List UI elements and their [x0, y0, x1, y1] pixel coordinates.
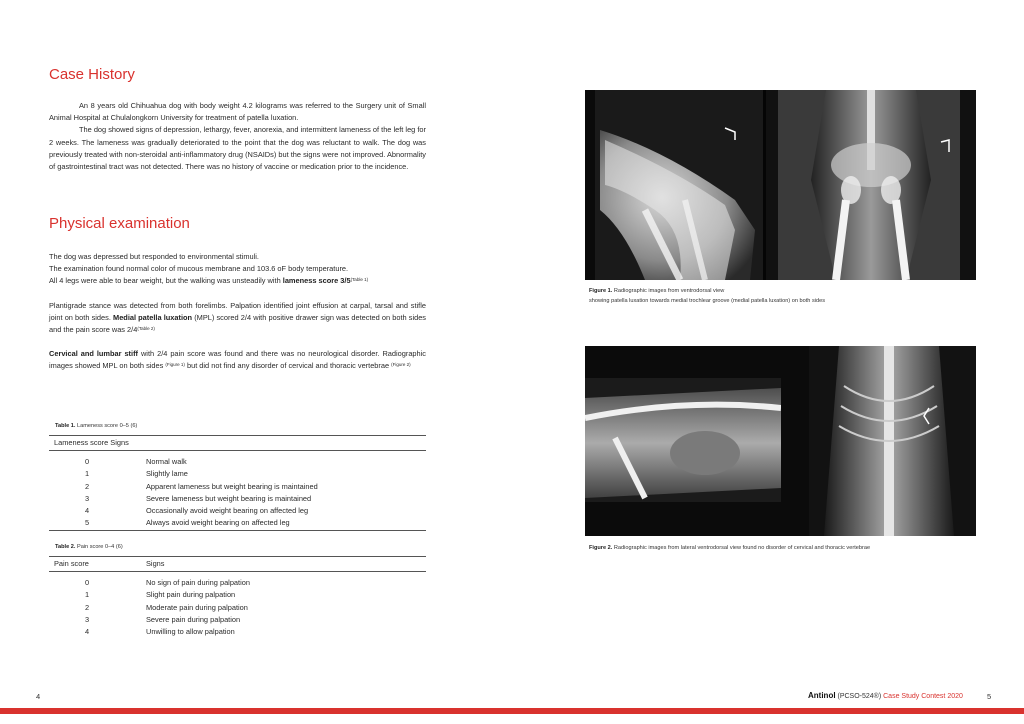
- pain-table: [49, 556, 426, 638]
- table-row: [49, 481, 426, 493]
- score-cell: 0: [85, 457, 90, 466]
- score-cell: 3: [85, 493, 90, 503]
- table-header: Pain score Signs: [49, 556, 426, 572]
- figure1-radiograph: [585, 90, 976, 280]
- sign-cell: Severe lameness but weight bearing is maintained: [146, 493, 312, 503]
- sign-cell: Always avoid weight bearing on affected leg: [146, 518, 290, 528]
- lateral-xray-panel: [585, 90, 763, 280]
- figure2-caption: Figure 2. Radiographic images from lateral ventrodorsal view found no disorder of cervical and thoracic vertebrae: [589, 545, 871, 551]
- lateral-spine-xray-panel: [585, 378, 781, 502]
- sign-cell: Normal walk: [146, 457, 187, 466]
- physical-exam-heading: Physical examination: [49, 215, 190, 232]
- page-number-left: 4: [36, 692, 41, 701]
- physical-exam-text: [49, 251, 426, 373]
- sign-cell: Severe pain during palpation: [146, 614, 241, 624]
- ventrodorsal-spine-xray-panel: [809, 346, 976, 536]
- contest-name: Case Study Contest 2020: [883, 693, 963, 700]
- table-header: Lameness score Signs: [49, 435, 426, 451]
- table2-caption: Table 2. Pain score 0–4 (6): [55, 544, 123, 550]
- sign-cell: Unwilling to allow palpation: [146, 627, 235, 637]
- table-row: [49, 493, 426, 505]
- case-history-paragraph-1: An 8 years old Chihuahua dog with body weight 4.2 kilograms was referred to the Surgery unit of Small Animal Hospital at Chulalongkorn University for treatment of patella luxation.: [49, 101, 426, 123]
- sign-cell: Occasionally avoid weight bearing on affected leg: [146, 506, 309, 516]
- lameness-table: [49, 435, 426, 531]
- case-history-heading: Case History: [49, 66, 135, 83]
- footer-brand: [808, 691, 963, 700]
- score-cell: 0: [85, 578, 90, 587]
- table1-caption: Table 1. Lameness score 0–5 (6): [55, 423, 138, 429]
- exam-line-2: The examination found normal color of mucous membrane and 103.6 oF body temperature.: [49, 264, 349, 274]
- sign-cell: Moderate pain during palpation: [146, 602, 248, 612]
- sign-cell: No sign of pain during palpation: [146, 578, 250, 587]
- brand-code: (PCSO-524®): [837, 693, 882, 700]
- table-row: [49, 468, 426, 480]
- exam-paragraph-3: Cervical and lumbar stiff with 2/4 pain score was found and there was no neurological disorder. Radiographic images showed MPL on both sides $^{(Figure 1)}$ but did not find any disorder of cervical and thoracic vertebrae $^{(Figure 2)}$: [49, 349, 426, 371]
- table-row: [49, 602, 426, 614]
- table-row: [49, 614, 426, 626]
- footer-accent-bar: [0, 708, 1024, 714]
- score-cell: 1: [85, 469, 90, 479]
- sign-cell: Slight pain during palpation: [146, 590, 236, 600]
- score-cell: 2: [85, 602, 90, 612]
- table-row: [49, 577, 426, 589]
- score-cell: 1: [85, 590, 90, 600]
- brand-logo: Antinol: [808, 691, 836, 700]
- score-cell: 4: [85, 506, 90, 516]
- table-row: [49, 505, 426, 517]
- ventrodorsal-xray-panel: [766, 90, 976, 280]
- case-history-paragraph-2: The dog showed signs of depression, lethargy, fever, anorexia, and intermittent lameness of the left leg for 2 weeks. The lameness was gradually deteriorated to the point that the dog was reluctant to walk. The dog was previously treated with non-steroidal anti-inflammatory drug (NSAIDs) but the signs were not improved. Abnormality of gastrointestinal tract was not detected. There was no history of vaccine or medication prior to the incidence.: [49, 125, 426, 172]
- table-row: [49, 456, 426, 468]
- score-cell: 5: [85, 518, 90, 528]
- score-cell: 3: [85, 614, 90, 624]
- table-row: [49, 517, 426, 529]
- score-cell: 4: [85, 627, 90, 637]
- exam-line-1: The dog was depressed but responded to environmental stimuli.: [49, 252, 259, 261]
- score-cell: 2: [85, 481, 90, 491]
- sign-cell: Apparent lameness but weight bearing is maintained: [146, 481, 318, 491]
- sign-cell: Slightly lame: [146, 469, 188, 479]
- case-history-text: [49, 100, 426, 173]
- figure2-radiograph: [585, 346, 976, 536]
- figure1-caption: Figure 1. Radiographic images from ventrodorsal view showing patella luxation towards medial trochlear groove (medial patella luxation) on both sides: [589, 288, 826, 304]
- exam-paragraph-2: Plantigrade stance was detected from both forelimbs. Palpation identified joint effusion at carpal, tarsal and stifle joint on both sides. Medial patella luxation (MPL) scored 2/4 with positive drawer sign was detected on both sides and the pain score was $2/4^{(Table 2)}$: [49, 300, 427, 335]
- table-row: [49, 626, 426, 638]
- table-row: [49, 589, 426, 601]
- page-number-right: 5: [987, 692, 992, 701]
- exam-line-3: All 4 legs were able to bear weight, but the walking was unsteadily with lameness score $3/5^{(Table 1)}$: [49, 276, 369, 286]
